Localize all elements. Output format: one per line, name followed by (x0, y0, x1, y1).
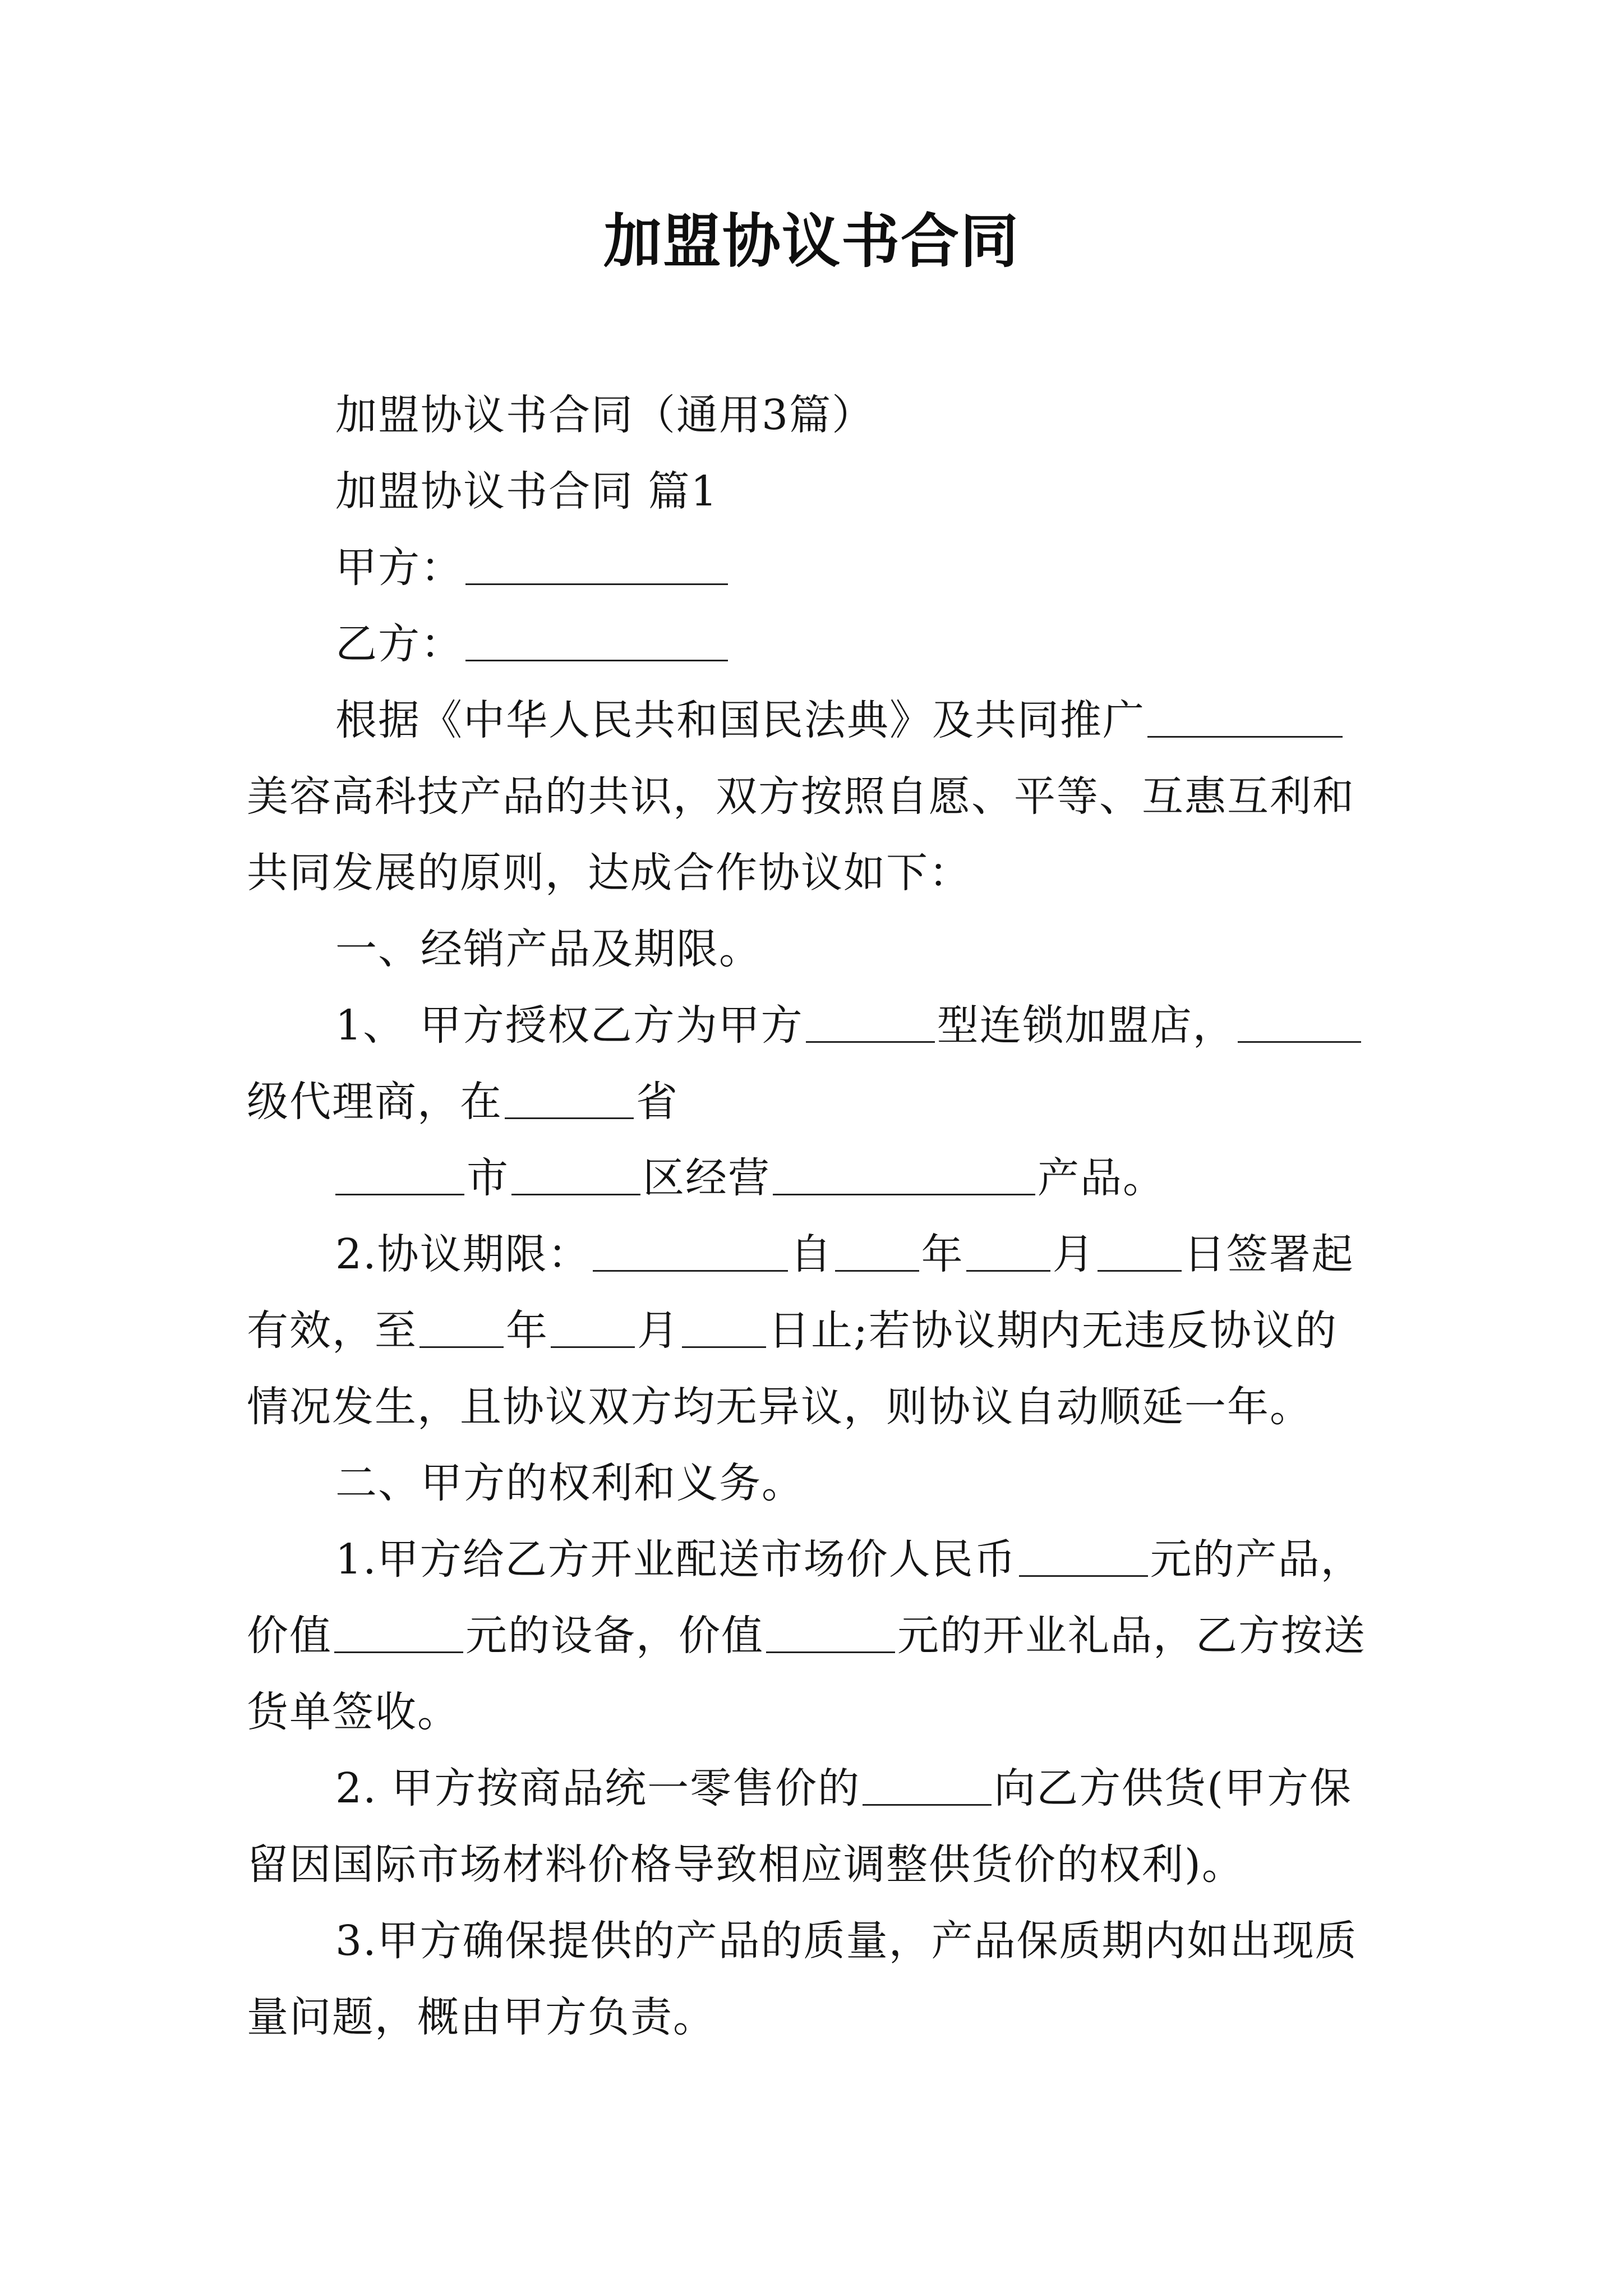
s1i2-text-a: 2.协议期限： (335, 1230, 591, 1278)
agent-level-blank (1238, 1002, 1361, 1043)
section-1-item-1-line-3 (335, 1150, 1165, 1206)
s1i2-text-f: 有效，至 (247, 1306, 417, 1355)
document-title: 加盟协议书合同 (603, 206, 1020, 275)
section-1-heading: 一、经销产品及期限。 (335, 925, 762, 973)
section-1-item-2-line-2 (247, 1303, 1338, 1359)
preamble-text-1: 根据《中华人民共和国民法典》及共同推广 (335, 696, 1145, 744)
s1i2-text-i: 日止;若协议期内无违反协议的 (768, 1306, 1338, 1355)
s1i1-text-e: 市 (467, 1154, 509, 1202)
product-value-blank (1019, 1536, 1148, 1577)
s1i1-text-d: 省 (636, 1078, 679, 1126)
section-2-item-2-line-1 (335, 1760, 1352, 1816)
section-2-item-3-line-2: 量问题，概由甲方负责。 (247, 1993, 716, 2041)
start-day-blank (1098, 1231, 1182, 1272)
s1i1-text-a: 1、 甲方授权乙方为甲方 (335, 1001, 804, 1050)
product-blank (773, 1154, 1035, 1195)
end-month-blank (551, 1307, 635, 1348)
party-b-label: 乙方： (335, 620, 463, 668)
part-heading: 加盟协议书合同 篇1 (335, 467, 718, 516)
section-1-item-1-line-1 (335, 997, 1363, 1053)
section-1-item-2-line-1 (335, 1226, 1354, 1282)
party-a-blank (465, 544, 728, 585)
gift-value-blank (766, 1612, 895, 1653)
s1i1-text-f: 区经营 (643, 1154, 771, 1202)
party-b-blank (465, 620, 728, 661)
s1i2-text-g: 年 (506, 1306, 548, 1355)
s2i1-text-e: 元的开业礼品，乙方按送 (897, 1612, 1366, 1660)
document-subtitle: 加盟协议书合同（通用3篇） (335, 391, 875, 439)
s1i2-text-b: 自 (790, 1230, 833, 1278)
party-a-line (335, 540, 730, 596)
province-blank (505, 1078, 634, 1119)
s2i1-text-d: 元的设备，价值 (465, 1612, 764, 1660)
section-2-item-1-line-3: 货单签收。 (247, 1688, 460, 1736)
section-2-item-2-line-2: 留因国际市场材料价格导致相应调整供货价的权利)。 (247, 1841, 1244, 1889)
preamble-line-2: 美容高科技产品的共识，双方按照自愿、平等、互惠互利和 (247, 772, 1355, 821)
s2i1-text-a: 1.甲方给乙方开业配送市场价人民币 (335, 1535, 1017, 1584)
section-2-item-1-line-2 (247, 1608, 1366, 1664)
city-blank (335, 1154, 464, 1195)
section-1-item-2-line-3: 情况发生，且协议双方均无异议，则协议自动顺延一年。 (247, 1383, 1312, 1431)
discount-blank (863, 1765, 992, 1806)
s2i2-text-b: 向乙方供货(甲方保 (994, 1764, 1352, 1812)
start-month-blank (966, 1231, 1050, 1272)
s1i1-text-b: 型连锁加盟店， (937, 1001, 1235, 1050)
section-1-item-1-line-2 (247, 1074, 679, 1130)
district-blank (511, 1154, 640, 1195)
equipment-value-blank (334, 1612, 463, 1653)
store-type-blank (806, 1002, 935, 1043)
section-2-heading: 二、甲方的权利和义务。 (335, 1459, 804, 1507)
s1i2-text-h: 月 (637, 1306, 680, 1355)
s1i2-text-d: 月 (1052, 1230, 1095, 1278)
end-year-blank (419, 1307, 504, 1348)
party-a-label: 甲方： (335, 544, 463, 592)
s1i2-text-e: 日签署起 (1183, 1230, 1354, 1278)
s1i1-text-g: 产品。 (1038, 1154, 1165, 1202)
s1i2-text-c: 年 (921, 1230, 964, 1278)
section-2-item-3-line-1: 3.甲方确保提供的产品的质量，产品保质期内如出现质 (335, 1917, 1358, 1965)
promotion-blank (1147, 697, 1343, 738)
party-b-line (335, 616, 730, 672)
s2i1-text-b: 元的产品， (1150, 1535, 1363, 1584)
preamble-line-3: 共同发展的原则，达成合作协议如下： (247, 849, 971, 897)
end-day-blank (682, 1307, 766, 1348)
preamble-line-1 (335, 692, 1345, 748)
term-blank (593, 1231, 788, 1272)
s2i1-text-c: 价值 (247, 1612, 332, 1660)
section-2-item-1-line-1 (335, 1531, 1363, 1588)
s2i2-text-a: 2. 甲方按商品统一零售价的 (335, 1764, 861, 1812)
s1i1-text-c: 级代理商，在 (247, 1078, 502, 1126)
start-year-blank (835, 1231, 919, 1272)
